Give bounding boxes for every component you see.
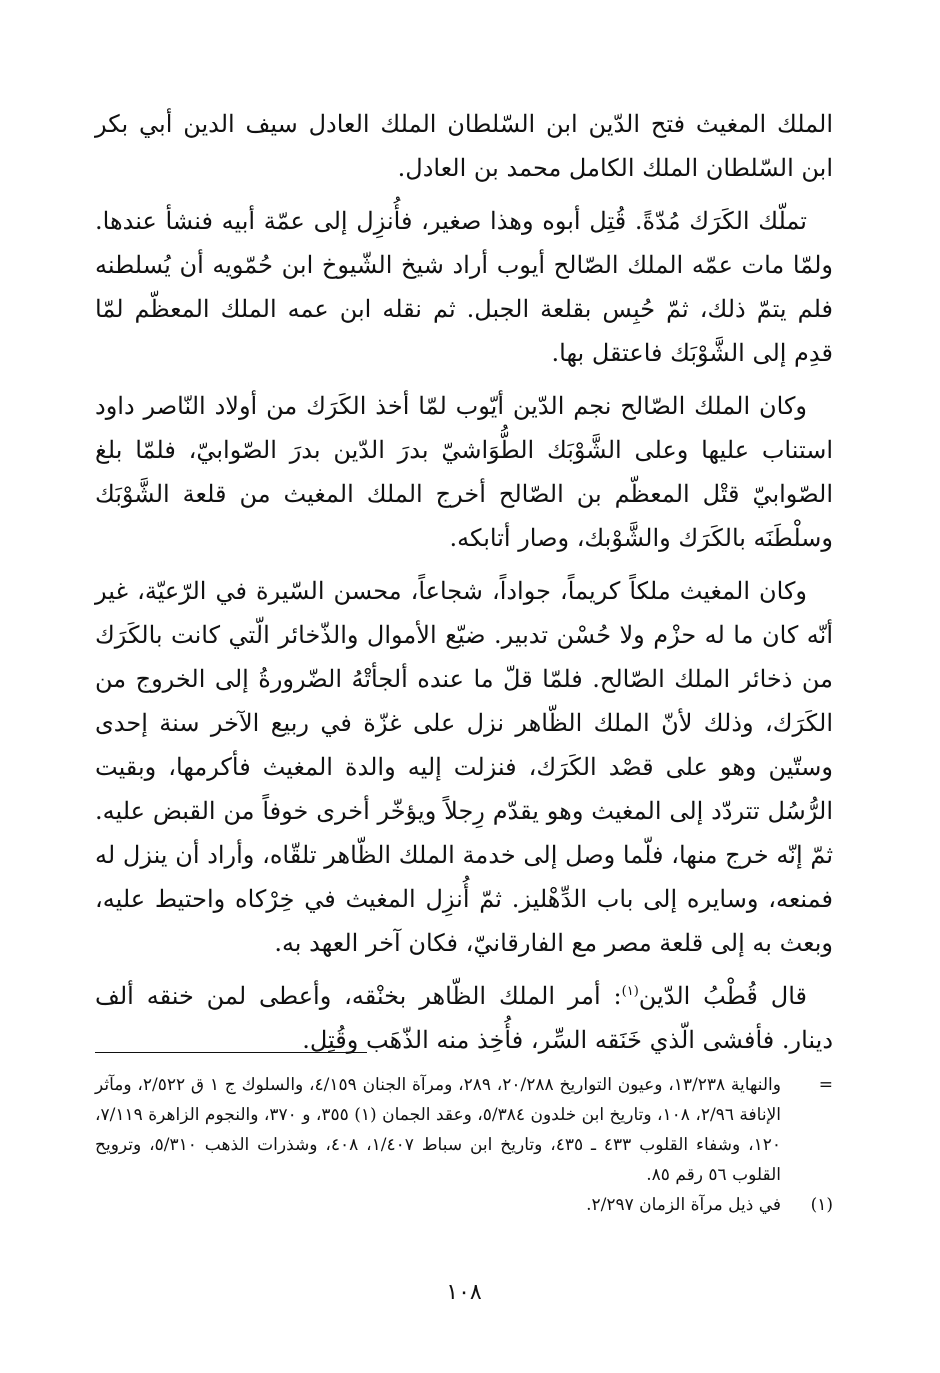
page-number: ١٠٨ — [446, 1280, 482, 1305]
footnote-marker: (١) — [810, 1195, 833, 1215]
footnote-text: والنهاية ١٣/٢٣٨، وعيون التواريخ ٢٠/٢٨٨، ٢٨٩، ومرآة الجنان ٤/١٥٩، والسلوك ج ١ ق ٢/٥٢٢، ومآثر الإنافة ٢/٩٦، ١٠٨، وتاريخ ابن خلدون ٥/٣٨٤، وعقد الجمان (١) ٣٥٥، و ٣٧٠، والنجوم الزاهرة ٧/١١٩، ١٢٠، وشفاء القلوب ٤٣٣ ـ ٤٣٥، وتاريخ ابن سباط ١/٤٠٧، ٤٠٨، وشذرات الذهب ٥/٣١٠، وترويح القلوب ٥٦ رقم ٨٥. — [95, 1075, 782, 1185]
footnote-continuation — [95, 1070, 833, 1190]
paragraph-4: وكان المغيث ملكاً كريماً، جواداً، شجاعاً، محسن السّيرة في الرّعيّة، غير أنّه كان ما له حزْم ولا حُسْن تدبير. ضيّع الأموال والذّخائر الّتي كانت بالكَرَك من ذخائر الملك الصّالح. فلمّا قلّ ما عنده ألجأتْهُ الضّرورةُ إلى الخروج من الكَرَك، وذلك لأنّ الملك الظّاهر نزل على غزّة في ربيع الآخر سنة إحدى وستّين وهو على قصْد الكَرَك، فنزلت إليه والدة المغيث فأكرمها، وبقيت الرُّسُل تتردّد إلى المغيث وهو يقدّم رِجلاً ويؤخّر أخرى خوفاً من القبض عليه. ثمّ إنّه خرج منها، فلّما وصل إلى خدمة الملك الظّاهر تلقّاه، وأراد أن ينزل له فمنعه، وسايره إلى باب الدِّهْليز. ثمّ أُنزِل المغيث في خِرْكاه واحتيط عليه، وبعث به إلى قلعة مصر مع الفارقانيّ، فكان آخر العهد به. — [95, 577, 833, 957]
footnote-text: في ذيل مرآة الزمان ٢/٢٩٧. — [586, 1195, 781, 1215]
paragraph-2: تملّك الكَرَك مُدّةً. قُتِل أبوه وهذا صغير، فأُنزِل إلى عمّة أبيه فنشأ عندها. ولمّا مات عمّه الملك الصّالح أيوب أراد شيخ الشّيوخ ابن حُمّويه أن يُسلطنه فلم يتمّ ذلك، ثمّ حُبِس بقلعة الجبل. ثم نقله ابن عمه الملك المعظّم لمّا قدِم إلى الشَّوْبَك فاعتقل بها. — [95, 207, 833, 367]
footnote-marker: = — [818, 1075, 833, 1095]
main-text — [95, 102, 833, 1062]
paragraph-3: وكان الملك الصّالح نجم الدّين أيّوب لمّا أخذ الكَرَك من أولاد النّاصر داود استناب عليها وعلى الشَّوْبَك الطُّوَاشيّ بدرَ الدّين بدرَ الصّوابيّ، فلمّا بلغ الصّوابيّ قتْل المعظّم بن الصّالح أخرج الملك المغيث من قلعة الشَّوْبَك وسلْطَنَه بالكَرَك والشَّوْبك، وصار أتابكه. — [95, 392, 833, 552]
book-page — [95, 102, 833, 1342]
paragraph-5 — [95, 974, 833, 1062]
paragraph-5-end: : أمر الملك الظّاهر بخنْقه، وأعطى لمن خنقه ألف دينار. فأفشى الّذي خَنَقه السِّر، فأُخِذ منه الذّهَب وقُتِل. — [95, 982, 833, 1054]
paragraph-5-start: قال قُطْبُ الدّين — [638, 982, 808, 1010]
footnote-reference[interactable]: (١) — [621, 984, 639, 999]
footnote-divider — [95, 1052, 367, 1053]
paragraph-1: الملك المغيث فتح الدّين ابن السّلطان الملك العادل سيف الدين أبي بكر ابن السّلطان الملك الكامل محمد بن العادل. — [95, 110, 833, 182]
footnotes — [95, 1070, 833, 1220]
footnote-1 — [95, 1190, 833, 1220]
